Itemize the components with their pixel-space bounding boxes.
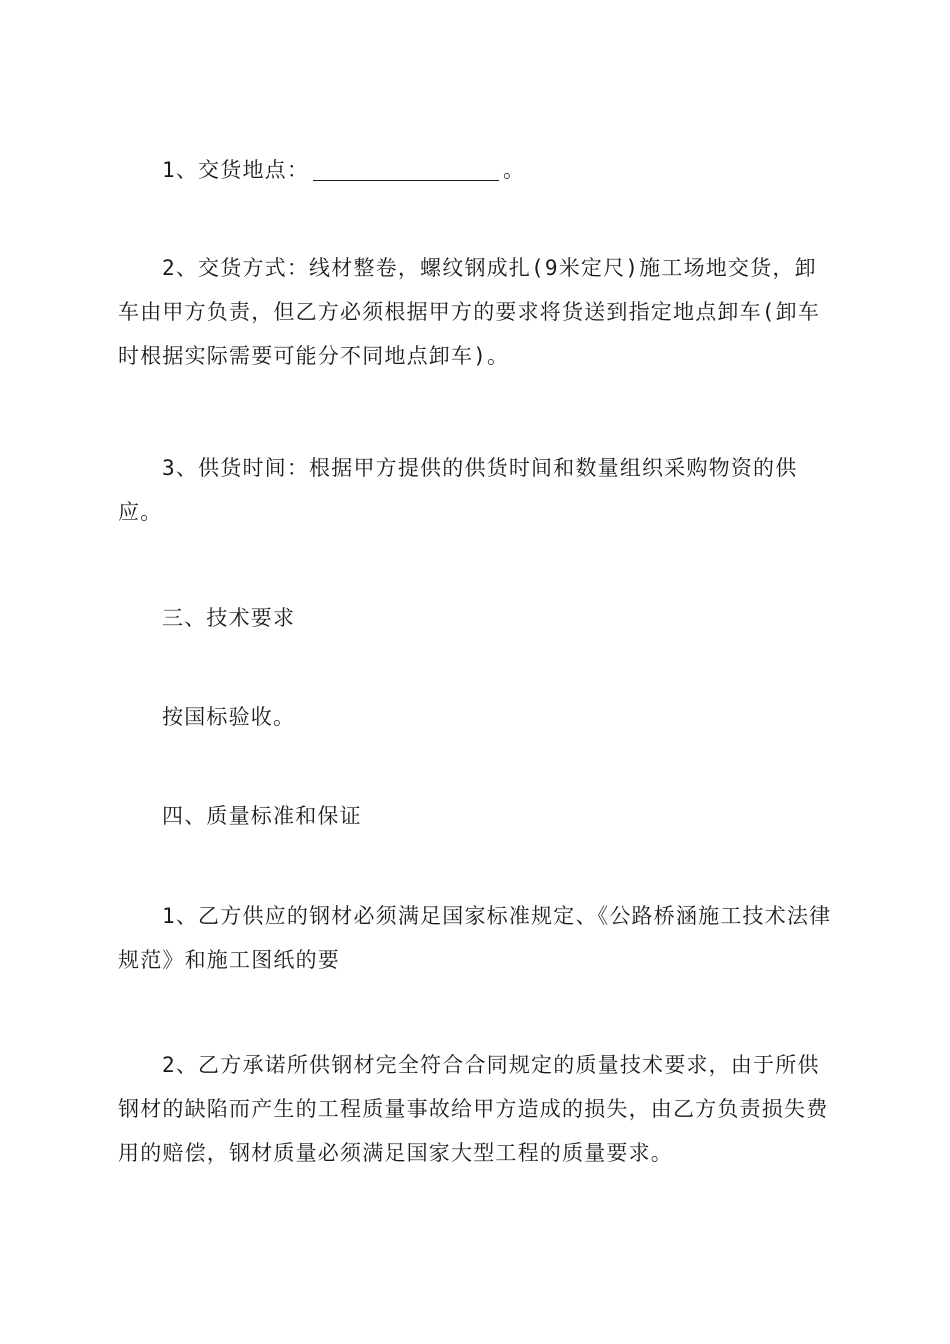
delivery-location-paragraph xyxy=(118,148,838,192)
delivery-location-blank xyxy=(313,179,499,181)
delivery-location-end: 。 xyxy=(503,158,526,182)
supply-time-paragraph: 3、供货时间：根据甲方提供的供货时间和数量组织采购物资的供应。 xyxy=(118,456,798,524)
delivery-location-label: 1、交货地点： xyxy=(162,158,310,182)
section-three-heading: 三、技术要求 xyxy=(162,606,296,630)
section-three-body: 按国标验收。 xyxy=(162,705,296,729)
delivery-method-paragraph: 2、交货方式：线材整卷，螺纹钢成扎(9米定尺)施工场地交货，卸车由甲方负责，但乙方必须根据甲方的要求将货送到指定地点卸车(卸车时根据实际需要可能分不同地点卸车)。 xyxy=(118,256,821,368)
quality-guarantee-paragraph: 2、乙方承诺所供钢材完全符合合同规定的质量技术要求，由于所供钢材的缺陷而产生的工程质量事故给甲方造成的损失，由乙方负责损失费用的赔偿，钢材质量必须满足国家大型工程的质量要求。 xyxy=(118,1053,829,1165)
quality-standard-paragraph: 1、乙方供应的钢材必须满足国家标准规定、《公路桥涵施工技术法律规范》和施工图纸的要 xyxy=(118,904,832,972)
section-four-heading: 四、质量标准和保证 xyxy=(162,804,362,828)
